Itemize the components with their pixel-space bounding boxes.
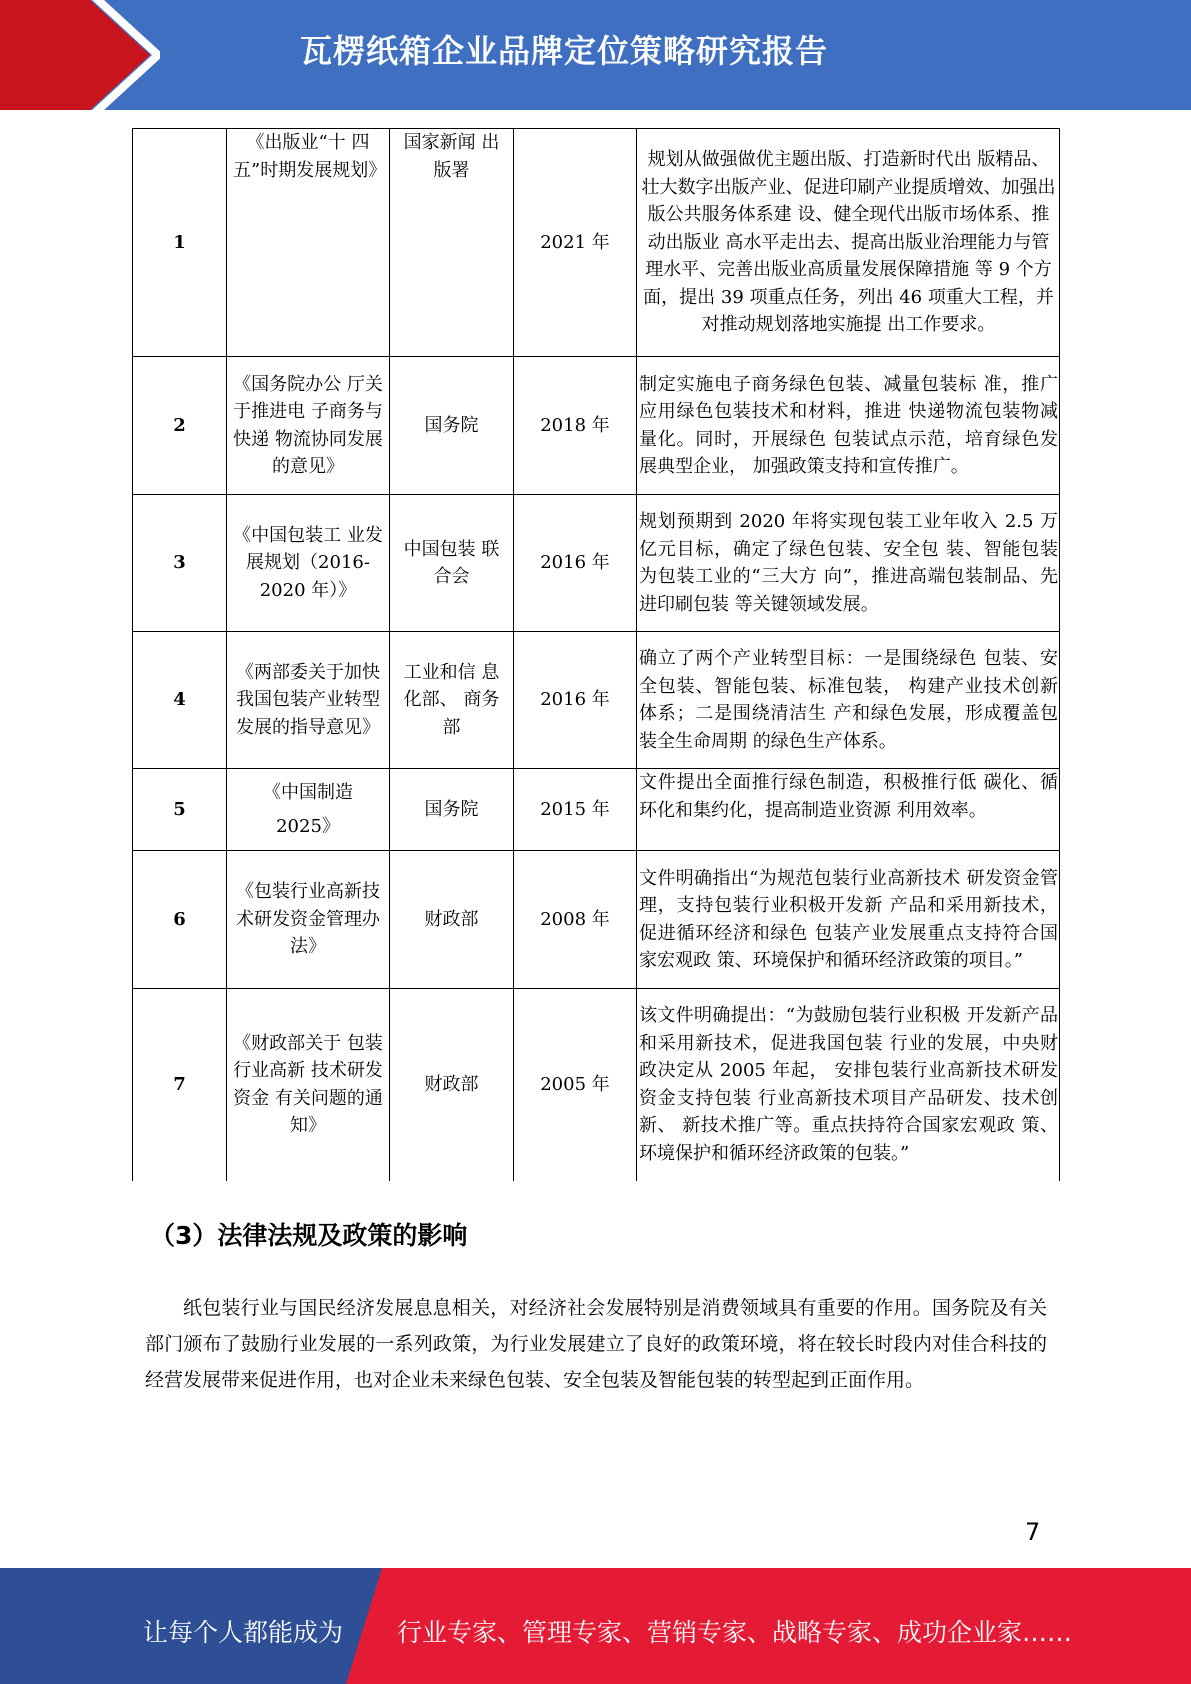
table-row <box>133 769 1060 851</box>
table-row <box>133 989 1060 1181</box>
policy-name: 《包装行业高新技术研发资金管理办法》 <box>227 851 390 989</box>
footer-slogan-right: 行业专家、管理专家、营销专家、战略专家、成功企业家…… <box>397 1618 1073 1647</box>
row-number: 1 <box>133 129 227 357</box>
policy-description: 规划预期到 2020 年将实现包装工业年收入 2.5 万亿元目标，确定了绿色包装、安全包 装、智能包装为包装工业的“三大方 向”，推进高端包装制品、先进印刷包装 等关键领域发展。 <box>637 495 1060 632</box>
row-number: 5 <box>133 769 227 851</box>
issuing-org: 工业和信 息化部、 商务部 <box>390 632 514 769</box>
row-number: 7 <box>133 989 227 1181</box>
row-number: 4 <box>133 632 227 769</box>
page-number: 7 <box>1025 1518 1041 1546</box>
policy-description: 文件明确指出“为规范包装行业高新技术 研发资金管理，支持包装行业积极开发新 产品和采用新技术，促进循环经济和绿色 包装产业发展重点支持符合国家宏观政 策、环境保护和循环经济政策的项目。” <box>637 851 1060 989</box>
policy-name: 《国务院办公 厅关于推进电 子商务与快递 物流协同发展 的意见》 <box>227 357 390 495</box>
issuing-org: 财政部 <box>390 989 514 1181</box>
issue-year: 2016 年 <box>514 632 637 769</box>
issue-year: 2015 年 <box>514 769 637 851</box>
table-row <box>133 495 1060 632</box>
row-number: 6 <box>133 851 227 989</box>
header-arrow-decoration <box>0 0 160 110</box>
issue-year: 2005 年 <box>514 989 637 1181</box>
issuing-org: 中国包装 联合会 <box>390 495 514 632</box>
policy-table <box>132 128 1060 1181</box>
table-row <box>133 632 1060 769</box>
issuing-org: 国家新闻 出版署 <box>390 129 514 357</box>
page-footer <box>0 1568 1191 1684</box>
policy-name: 《两部委关于加快我国包装产业转型发展的指导意见》 <box>227 632 390 769</box>
policy-name: 《中国制造 2025》 <box>227 769 390 851</box>
issue-year: 2008 年 <box>514 851 637 989</box>
row-number: 2 <box>133 357 227 495</box>
issuing-org: 财政部 <box>390 851 514 989</box>
footer-slogan-left: 让每个人都能成为 <box>143 1618 344 1647</box>
table-row <box>133 851 1060 989</box>
policy-name: 《财政部关于 包装行业高新 技术研发资金 有关问题的通 知》 <box>227 989 390 1181</box>
issue-year: 2016 年 <box>514 495 637 632</box>
policy-description: 文件提出全面推行绿色制造，积极推行低 碳化、循环化和集约化，提高制造业资源 利用效率。 <box>637 769 1060 851</box>
section-heading: （3）法律法规及政策的影响 <box>150 1221 468 1250</box>
policy-description: 规划从做强做优主题出版、打造新时代出 版精品、壮大数字出版产业、促进印刷产业提质增效、加强出版公共服务体系建 设、健全现代出版市场体系、推动出版业 高水平走出去、提高出版业治理能力与管 理水平、完善出版业高质量发展保障措施 等 9 个方面，提出 39 项重点任务，列出 46 项重大工程，并对推动规划落地实施提 出工作要求。 <box>637 129 1060 357</box>
policy-description: 该文件明确提出：“为鼓励包装行业积极 开发新产品和采用新技术，促进我国包装 行业的发展，中央财政决定从 2005 年起， 安排包装行业高新技术研发资金支持包装 行业高新技术项目产品研发、技术创新、 新技术推广等。重点扶持符合国家宏观政 策、环境保护和循环经济政策的包装。” <box>637 989 1060 1181</box>
policy-description: 制定实施电子商务绿色包装、减量包装标 准，推广应用绿色包装技术和材料，推进 快递物流包装物减量化。同时，开展绿色 包装试点示范，培育绿色发展典型企业， 加强政策支持和宣传推广。 <box>637 357 1060 495</box>
issue-year: 2018 年 <box>514 357 637 495</box>
table-row <box>133 357 1060 495</box>
issue-year: 2021 年 <box>514 129 637 357</box>
policy-name: 《出版业“十 四五”时期发展规划》 <box>227 129 390 357</box>
table-row <box>133 129 1060 357</box>
policy-name: 《中国包装工 业发展规划（2016-2020 年）》 <box>227 495 390 632</box>
issuing-org: 国务院 <box>390 769 514 851</box>
section-paragraph: 纸包装行业与国民经济发展息息相关，对经济社会发展特别是消费领域具有重要的作用。国务院及有关部门颁布了鼓励行业发展的一系列政策，为行业发展建立了良好的政策环境，将在较长时段内对佳合科技的经营发展带来促进作用，也对企业未来绿色包装、安全包装及智能包装的转型起到正面作用。 <box>145 1297 1047 1391</box>
report-title: 瓦楞纸箱企业品牌定位策略研究报告 <box>300 32 829 70</box>
page-header <box>0 0 1191 110</box>
row-number: 3 <box>133 495 227 632</box>
issuing-org: 国务院 <box>390 357 514 495</box>
policy-description: 确立了两个产业转型目标：一是围绕绿色 包装、安全包装、智能包装、标准包装， 构建产业技术创新体系；二是围绕清洁生 产和绿色发展，形成覆盖包装全生命周期 的绿色生产体系。 <box>637 632 1060 769</box>
